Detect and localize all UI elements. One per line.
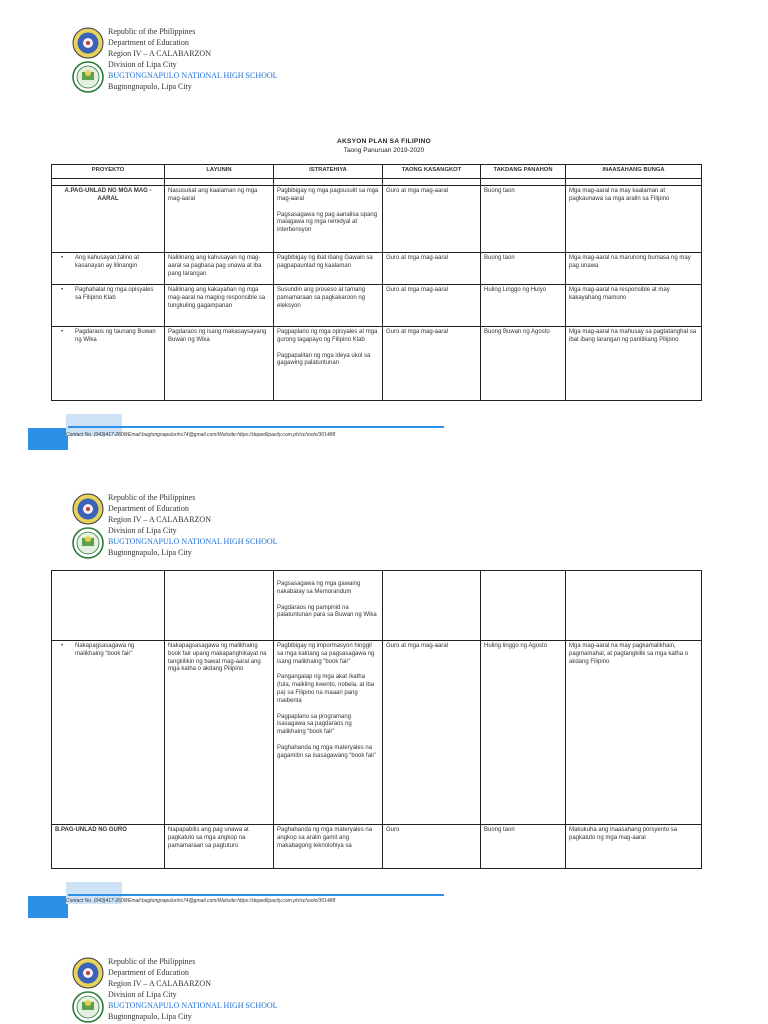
cell-proyekto — [52, 641, 165, 825]
bullet-icon: • — [61, 643, 64, 649]
header-taong-kasangkot: TAONG KASANGKOT — [383, 165, 481, 179]
cell-kasangkot: Guro at mga mag-aaral — [383, 641, 481, 825]
letterhead — [64, 954, 464, 1024]
cell-layunin: Nasusukat ang kaalaman ng mga mag-aaral — [165, 186, 274, 253]
cell-layunin: Nakapagsasagawa ng malikhaing book fair upang makapanghikayat na tangkilikin ng bawat mag-aaral ang mga katha o akdang Pilipino — [165, 641, 274, 825]
istratehiya-item: Pagbibigay ng impormasyon hinggil sa mga kaktang sa pagsasagawa ng isang malikhaing “book fair” — [277, 643, 375, 665]
cell-panahon: Huling linggo ng Agosto — [481, 641, 566, 825]
footer-divider — [68, 426, 444, 428]
header-division: Division of Lipa City — [108, 60, 177, 69]
proyekto-text: Pagdaraos ng taunang Buwan ng Wika — [75, 329, 156, 343]
cell-proyekto — [52, 327, 165, 401]
document-page-3 — [0, 938, 768, 1024]
cell-bunga: Mga mag-aaral na may pagkamalikhain, pagmamahal, at pagtangkilik sa mga katha o akdang Filipino — [566, 641, 702, 825]
header-layunin: LAYUNIN — [165, 165, 274, 179]
cell-kasangkot: Guro at mga mag-aaral — [383, 253, 481, 285]
school-seal-icon — [73, 62, 103, 92]
bullet-icon: • — [61, 329, 64, 335]
header-republic: Republic of the Philippines — [108, 493, 196, 502]
cell-layunin: Nalilinang ang kakayahan ng mga mag-aaral na maging responsible sa tungkuling gagampanan — [165, 285, 274, 327]
header-region: Region IV – A CALABARZON — [108, 515, 211, 524]
action-plan-table-continued — [51, 570, 702, 869]
deped-seal-icon — [73, 958, 103, 988]
istratehiya-item: Pagsasagawa ng pag aanalisa upang malagawa ng mga remidyal at interbensyon — [277, 211, 378, 234]
cell-proyekto — [52, 285, 165, 327]
cell-istratehiya: Susundin ang proseso at tamang pamamaraan sa pagkakaroon ng eleksyon — [274, 285, 383, 327]
letterhead-text — [108, 26, 278, 92]
header-school-name: BUGTONGNAPULO NATIONAL HIGH SCHOOL — [108, 537, 278, 546]
cell-proyekto: B.PAG-UNLAD NG GURO — [52, 825, 165, 869]
document-title-block — [0, 138, 768, 154]
header-proyekto: PROYEKTO — [52, 165, 165, 179]
footer-divider — [68, 894, 444, 896]
table-header-row — [52, 165, 702, 179]
istratehiya-item: Pagbibigay ng mga pagsusulit sa mga mag-aaral — [277, 188, 379, 202]
cell-bunga: Mga mag-aaral na marunong bumasa ng may pag unawa — [566, 253, 702, 285]
header-takdang-panahon: TAKDANG PANAHON — [481, 165, 566, 179]
letterhead — [64, 24, 464, 96]
header-department: Department of Education — [108, 504, 189, 513]
document-page-2 — [0, 470, 768, 930]
cell-panahon: Huling Linggo ng Hulyo — [481, 285, 566, 327]
istratehiya-item: Pagpaplano ng mga opisyales at mga gurong tagapayo ng Filipino Klab — [277, 329, 378, 343]
istratehiya-item: Pagdaraos ng pampinid na palatuntunan para sa Buwan ng Wika — [277, 604, 377, 619]
proyekto-text: Paghahalal ng mga opisyales sa Filipino Klab — [75, 287, 154, 301]
header-address: Bugtongnapulo, Lipa City — [108, 548, 192, 557]
bullet-icon: • — [61, 287, 64, 293]
cell-layunin: Napapabilis ang pag unawa at pagkatuto sa mga angkop na pamamaraan sa pagtuturo — [165, 825, 274, 869]
istratehiya-item: Pagpaplano sa programang isasagawa sa pagdaraos ng malikhaing “book fair” — [277, 713, 352, 736]
istratehiya-item: Pagpapalitan ng mga ideya ukol sa gagawing palatuntunan — [277, 352, 371, 367]
header-department: Department of Education — [108, 968, 189, 977]
header-division: Division of Lipa City — [108, 526, 177, 535]
header-department: Department of Education — [108, 38, 189, 47]
header-istratehiya: ISTRATEHIYA — [274, 165, 383, 179]
cell-panahon: Buong Buwan ng Agosto — [481, 327, 566, 401]
school-seal-icon — [73, 992, 103, 1022]
table-row — [52, 327, 702, 401]
document-page-1 — [0, 0, 768, 460]
cell-kasangkot: Guro — [383, 825, 481, 869]
cell-bunga: Mga mag-aaral na may kaalaman at pagkaunawa sa mga aralin sa Filipino — [566, 186, 702, 253]
header-address: Bugtongnapulo, Lipa City — [108, 1012, 192, 1021]
cell-layunin: Nalilinang ang kahusayan ng mag-aaral sa pagbasa pag unawa at iba pang larangan — [165, 253, 274, 285]
table-row — [52, 825, 702, 869]
page-footer — [28, 414, 448, 450]
header-school-name: BUGTONGNAPULO NATIONAL HIGH SCHOOL — [108, 1001, 278, 1010]
cell-kasangkot: Guro at mga mag-aaral — [383, 285, 481, 327]
cell-panahon: Buong taon — [481, 825, 566, 869]
document-title: AKSYON PLAN SA FILIPINO — [336, 138, 432, 145]
table-row — [52, 571, 702, 641]
letterhead — [64, 490, 464, 562]
cell-istratehiya — [274, 327, 383, 401]
cell-istratehiya — [274, 571, 383, 641]
cell-proyekto — [52, 253, 165, 285]
cell-bunga: Mga mag-aaral na mahusay sa pagtatanghal sa ibat ibang larangan ng panitikang Pilipino — [566, 327, 702, 401]
cell-kasangkot: Guro at mga mag-aaral — [383, 327, 481, 401]
header-division: Division of Lipa City — [108, 990, 177, 999]
deped-seal-icon — [73, 494, 103, 524]
letterhead-text — [108, 956, 278, 1022]
footer-contact: Contact No. (043)417-2608/Email:bugtongnapulonhs74@gmail.com/Website:https://depedlipacity.com.ph/schools/301488 — [66, 898, 336, 904]
letterhead-text — [108, 492, 278, 558]
school-logos — [68, 26, 108, 94]
header-republic: Republic of the Philippines — [108, 27, 196, 36]
footer-accent-block — [28, 428, 68, 450]
school-logos — [68, 492, 108, 560]
table-row — [52, 285, 702, 327]
document-subtitle: Taong Panuruan 2019-2020 — [343, 147, 425, 154]
cell-panahon: Buong taon — [481, 253, 566, 285]
cell-bunga: Makukuha ang inaasahang porsyento sa pagkatuto ng mga mag-aaral — [566, 825, 702, 869]
school-logos — [68, 956, 108, 1024]
istratehiya-item: Pangangalap ng mga akat /katha (tula, maikling kwento, nobela, at iba pa) sa Filipino na maaari pang maibenta — [277, 674, 375, 704]
cell-istratehiya: Paghahanda ng mga materyales na angkop sa aralin gamit ang makabagong teknolohiya sa — [274, 825, 383, 869]
cell-panahon: Buong taon — [481, 186, 566, 253]
page-footer — [28, 882, 448, 918]
proyekto-text: Ang kahusayan,talino at kasanayan ay lilinangin — [75, 255, 140, 269]
cell-istratehiya: Pagbibigay ng ibat ibang Gawain sa pagpapaunlad ng kaalaman — [274, 253, 383, 285]
istratehiya-item: Paghahanda ng mga materyales na gagamitin sa isasagawang “book fair” — [277, 744, 377, 759]
cell-bunga: Mga mag-aaral na responsible at may kakayahang mamuno — [566, 285, 702, 327]
action-plan-table — [51, 164, 702, 401]
header-republic: Republic of the Philippines — [108, 957, 196, 966]
proyekto-text: Nakapagsasagawa ng malikhaing “book fair” — [75, 643, 135, 657]
footer-accent-block — [28, 896, 68, 918]
table-spacer-row — [52, 179, 702, 186]
header-address: Bugtongnapulo, Lipa City — [108, 82, 192, 91]
table-row — [52, 641, 702, 825]
table-row — [52, 186, 702, 253]
istratehiya-item: Pagsasagawa ng mga gawaing nakabatay sa Memorandum — [277, 581, 361, 595]
footer-contact: Contact No. (043)417-2608/Email:bugtongnapulonhs74@gmail.com/Website:https://depedlipacity.com.ph/schools/301488 — [66, 432, 336, 438]
cell-layunin: Pagdaraos ng isang makasaysayang Buwan ng Wika — [165, 327, 274, 401]
bullet-icon: • — [61, 255, 64, 261]
header-school-name: BUGTONGNAPULO NATIONAL HIGH SCHOOL — [108, 71, 278, 80]
cell-istratehiya — [274, 186, 383, 253]
header-region: Region IV – A CALABARZON — [108, 49, 211, 58]
cell-proyekto: A.PAG-UNLAD NG MGA MAG -AARAL — [52, 186, 165, 253]
cell-istratehiya — [274, 641, 383, 825]
table-row — [52, 253, 702, 285]
header-region: Region IV – A CALABARZON — [108, 979, 211, 988]
header-inaasahang-bunga: INAASAHANG BUNGA — [566, 165, 702, 179]
cell-kasangkot: Guro at mga mag-aaral — [383, 186, 481, 253]
deped-seal-icon — [73, 28, 103, 58]
school-seal-icon — [73, 528, 103, 558]
